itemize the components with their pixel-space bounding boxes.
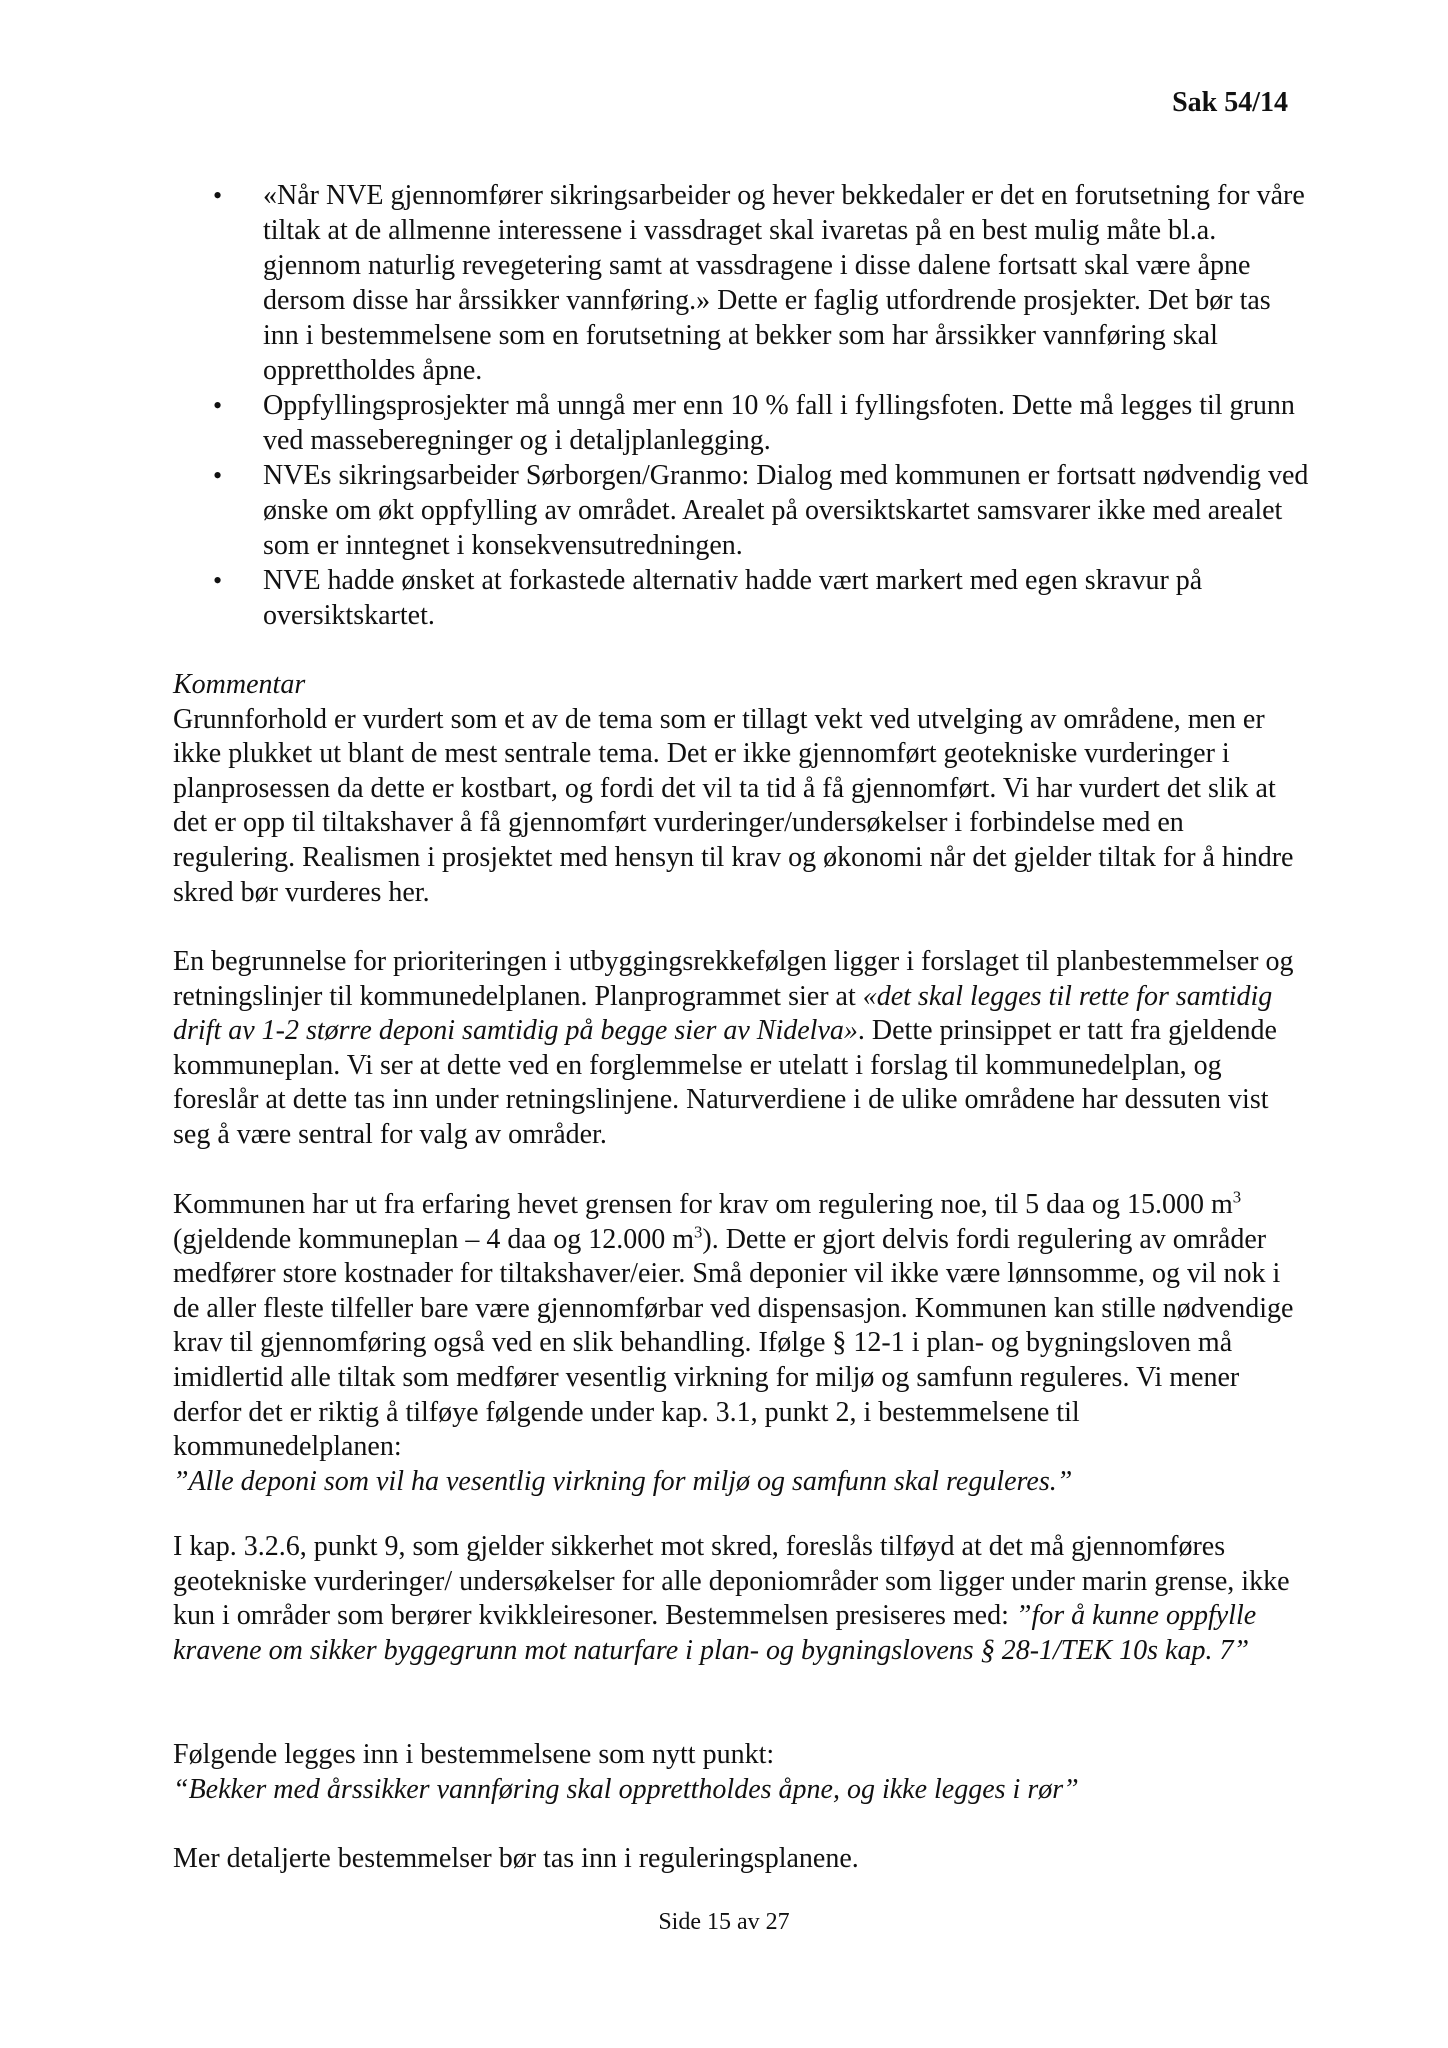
text-run: ). Dette er gjort delvis fordi regulering av områder medfører store kostnader for tiltakshaver/eier. Små deponier vil ikke være lønnsomme, og vil nok i de aller fleste tilfeller bare være gjennomførbar ved dispensasjon. Kommunen kan stille nødvendige krav til gjennomføring også ved en slik behandling. Ifølge § 12-1 i plan- og bygningsloven må imidlertid alle tiltak som medfører vesentlig virkning for miljø og samfunn reguleres. Vi mener derfor det er riktig å tilføye følgende under kap. 3.1, punkt 2, i bestemmelsene til kommunedelplanen: xyxy=(173,1223,1294,1463)
text-run: Kommunen har ut fra erfaring hevet grensen for krav om regulering noe, til 5 daa og 15.000 m xyxy=(173,1189,1233,1220)
bullet-list xyxy=(213,178,1313,633)
text-run: Mer detaljerte bestemmelser bør tas inn i reguleringsplanene. xyxy=(173,1843,859,1874)
quote-text: «det skal legges til rette for samtidig drift av 1-2 større deponi samtidig på begge sier av Nidelva» xyxy=(173,980,1273,1047)
text-run: (gjeldende kommuneplan – 4 daa og 12.000 m xyxy=(173,1223,694,1255)
comment-heading: Kommentar xyxy=(173,669,306,700)
bullet-item: • «Når NVE gjennomfører sikringsarbeider og hever bekkedaler er det en forutsetning for våre tiltak at de allmenne interessene i vassdraget skal ivaretas på en best mulig måte bl.a. gjennom naturlig revegetering samt at vassdragene i disse dalene fortsatt skal være åpne dersom disse har årssikker vannføring.» Dette er faglig utfordrende prosjekter. Det bør tas inn i bestemmelsene som en forutsetning at bekker som har årssikker vannføring skal opprettholdes åpne. xyxy=(213,178,1313,388)
new-point-paragraph xyxy=(173,1738,1308,1807)
final-paragraph xyxy=(173,1842,1308,1877)
priority-paragraph xyxy=(173,945,1308,1153)
superscript: 3 xyxy=(694,1222,703,1242)
bullet-item: • NVE hadde ønsket at forkastede alternativ hadde vært markert med egen skravur på oversiktskartet. xyxy=(213,563,1313,633)
page-footer: Side 15 av 27 xyxy=(658,1909,790,1935)
bullet-item: • NVEs sikringsarbeider Sørborgen/Granmo: Dialog med kommunen er fortsatt nødvendig ved ønske om økt oppfylling av området. Arealet på oversiktskartet samsvarer ikke med arealet som er inntegnet i konsekvensutredningen. xyxy=(213,458,1313,563)
text-run: En begrunnelse for prioriteringen i utbyggingsrekkefølgen ligger i forslaget til planbestemmelser og retningslinjer til kommunedelplanen. Planprogrammet sier at xyxy=(173,946,1294,1012)
geotechnical-paragraph xyxy=(173,1530,1308,1668)
quote-text: ”Alle deponi som vil ha vesentlig virkning for miljø og samfunn skal reguleres.” xyxy=(173,1465,1073,1497)
regulation-paragraph xyxy=(173,1188,1308,1499)
bullet-item: • Oppfyllingsprosjekter må unngå mer enn 10 % fall i fyllingsfoten. Dette må legges til grunn ved masseberegninger og i detaljplanlegging. xyxy=(213,388,1313,458)
quote-text: “Bekker med årssikker vannføring skal opprettholdes åpne, og ikke legges i rør” xyxy=(173,1773,1079,1805)
text-run: Følgende legges inn i bestemmelsene som nytt punkt: xyxy=(173,1739,775,1770)
text-run: I kap. 3.2.6, punkt 9, som gjelder sikkerhet mot skred, foreslås tilføyd at det må gjennomføres geotekniske vurderinger/ undersøkelser for alle deponiområder som ligger under marin grense, ikke kun i områder som berører kvikkleiresoner. Bestemmelsen presiseres med: xyxy=(173,1531,1290,1632)
comment-section xyxy=(173,668,1308,910)
quote-text: ”for å kunne oppfylle kravene om sikker byggegrunn mot naturfare i plan- og bygningslovens § 28-1/TEK 10s kap. 7” xyxy=(173,1600,1257,1666)
text-run: . Dette prinsippet er tatt fra gjeldende kommuneplan. Vi ser at dette ved en forglemmelse er utelatt i forslag til kommunedelplan, og foreslår at dette tas inn under retningslinjene. Naturverdiene i de ulike områdene har dessuten vist seg å være sentral for valg av områder. xyxy=(173,1015,1277,1150)
superscript: 3 xyxy=(1232,1187,1242,1207)
case-number: Sak 54/14 xyxy=(1172,87,1288,118)
comment-paragraph: Grunnforhold er vurdert som et av de tema som er tillagt vekt ved utvelging av områdene, men er ikke plukket ut blant de mest sentrale tema. Det er ikke gjennomført geotekniske vurderinger i planprosessen da dette er kostbart, og fordi det vil ta tid å få gjennomført. Vi har vurdert det slik at det er opp til tiltakshaver å få gjennomført vurderinger/undersøkelser i forbindelse med en regulering. Realismen i prosjektet med hensyn til krav og økonomi når det gjelder tiltak for å hindre skred bør vurderes her. xyxy=(173,703,1294,908)
